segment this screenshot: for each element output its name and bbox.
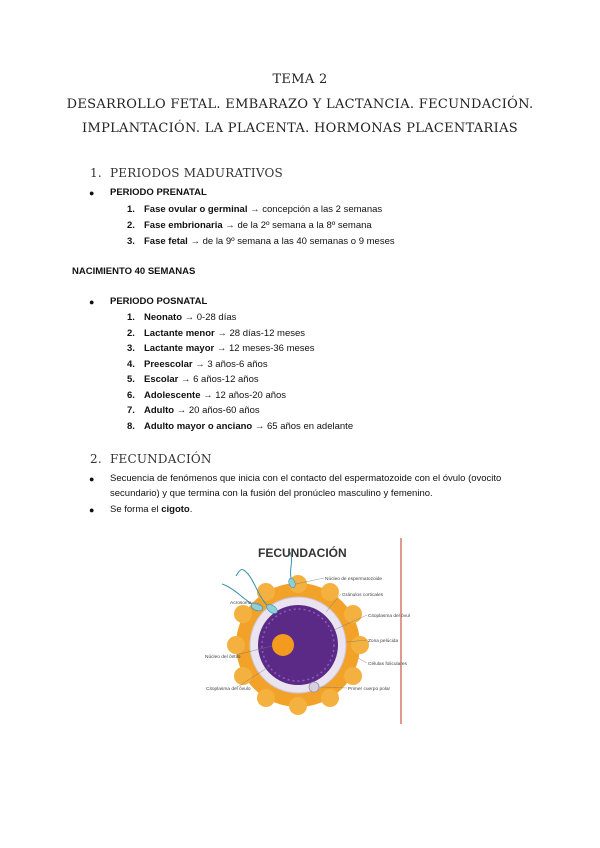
zygote-sentence: Se forma el cigoto. <box>110 504 193 515</box>
list-item: 8. Adulto mayor o anciano → 65 años en adelante <box>127 421 354 432</box>
polar-body <box>309 682 319 692</box>
doc-subtitle-line2: IMPLANTACIÓN. LA PLACENTA. HORMONAS PLACENTARIAS <box>82 121 518 136</box>
fertilization-diagram <box>200 538 410 724</box>
doc-title: TEMA 2 <box>272 72 328 87</box>
egg-nucleus <box>272 634 294 656</box>
list-item: 3. Fase fetal → de la 9º semana a las 40 semanas o 9 meses <box>127 236 395 247</box>
svg-text:Gránulos corticales: Gránulos corticales <box>342 593 384 598</box>
svg-text:Células foliculares: Células foliculares <box>368 662 407 667</box>
fertilization-svg <box>200 538 410 724</box>
bullet-dot: ● <box>89 297 95 307</box>
list-item: 5. Escolar → 6 años-12 años <box>127 374 259 385</box>
list-item: 7. Adulto → 20 años-60 años <box>127 405 260 416</box>
svg-text:Citoplasma del óvulo: Citoplasma del óvulo <box>368 614 410 619</box>
section-1-number: 1. <box>90 166 102 180</box>
svg-text:Zona pelúcida: Zona pelúcida <box>368 639 399 644</box>
list-item: 1. Neonato → 0-28 días <box>127 312 237 323</box>
list-item: 6. Adolescente → 12 años-20 años <box>127 390 287 401</box>
svg-text:Primer cuerpo polar: Primer cuerpo polar <box>348 687 391 692</box>
list-item: 2. Fase embrionaria → de la 2º semana a la 8º semana <box>127 220 372 231</box>
birth-label: NACIMIENTO 40 SEMANAS <box>72 266 196 277</box>
prenatal-label: PERIODO PRENATAL <box>110 187 207 198</box>
section-2-number: 2. <box>90 452 102 466</box>
figure-title: FECUNDACIÓN <box>258 546 347 560</box>
doc-subtitle-line1: DESARROLLO FETAL. EMBARAZO Y LACTANCIA. FECUNDACIÓN. <box>66 97 534 112</box>
svg-text:Núcleo del óvulo: Núcleo del óvulo <box>205 655 241 660</box>
svg-text:Citoplasma del óvulo: Citoplasma del óvulo <box>206 687 251 692</box>
bullet-dot: ● <box>89 505 95 515</box>
list-item: 3. Lactante mayor → 12 meses-36 meses <box>127 343 315 354</box>
section-2-title: FECUNDACIÓN <box>110 452 212 466</box>
list-item: 4. Preescolar → 3 años-6 años <box>127 359 268 370</box>
svg-text:Acrosoma: Acrosoma <box>230 601 252 606</box>
section-2-heading <box>90 452 212 466</box>
bullet-dot: ● <box>89 188 95 198</box>
postnatal-label: PERIODO POSNATAL <box>110 296 208 307</box>
section-1-title: PERIODOS MADURATIVOS <box>110 166 283 180</box>
bullet-dot: ● <box>89 474 95 484</box>
section-1-heading <box>90 166 283 180</box>
definition-paragraph: Secuencia de fenómenos que inicia con el contacto del espermatozoide con el óvulo (ovocito secundario) y que termina con la fusión del pronúcleo masculino y femenino. <box>110 473 502 499</box>
list-item: 2. Lactante menor → 28 días-12 meses <box>127 328 306 339</box>
list-item: 1. Fase ovular o germinal → concepción a las 2 semanas <box>127 204 383 215</box>
svg-text:Núcleo de espermatozoide: Núcleo de espermatozoide <box>325 577 383 582</box>
egg-cytoplasm <box>258 605 338 685</box>
